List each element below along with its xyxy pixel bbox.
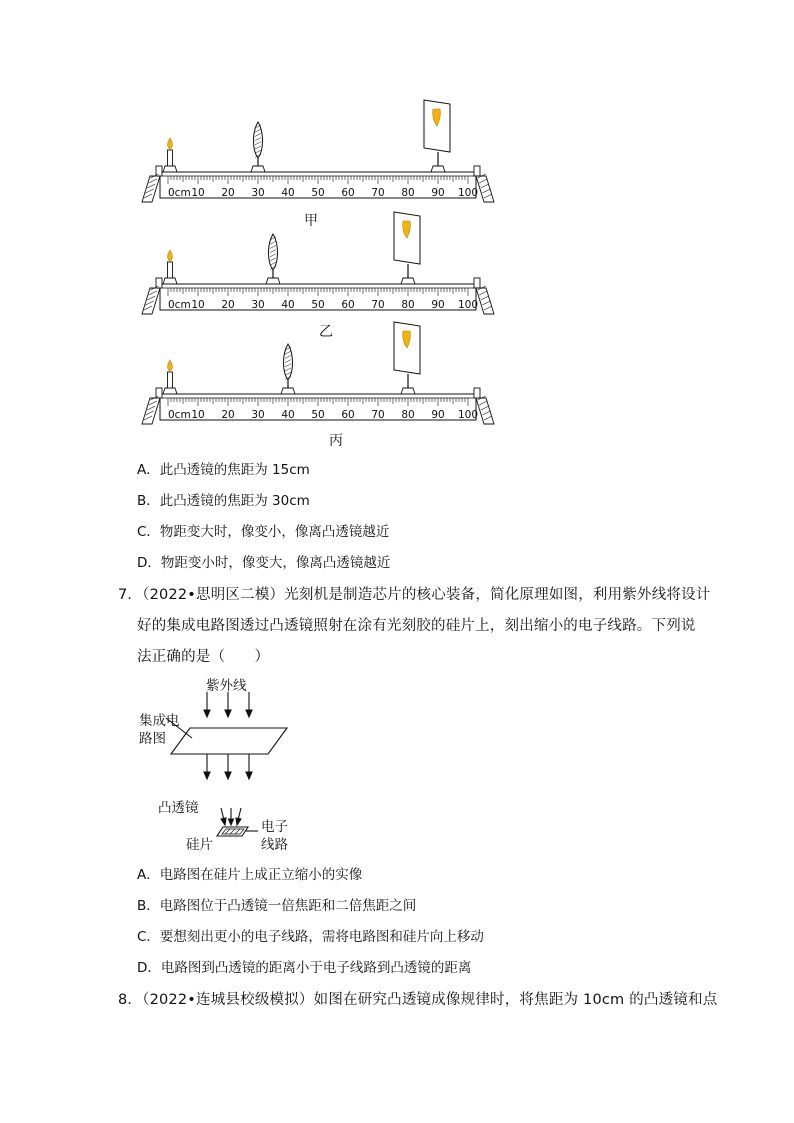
rail-leg-left bbox=[142, 398, 160, 424]
candle bbox=[168, 372, 173, 388]
q7-stem-line2: 好的集成电路图透过凸透镜照射在涂有光刻胶的硅片上，刻出缩小的电子线路。下列说 bbox=[137, 618, 696, 634]
label-lens: 凸透镜 bbox=[158, 800, 199, 816]
q6-option-b: B．此凸透镜的焦距为 30cm bbox=[137, 493, 310, 509]
bench-caption-bing: 丙 bbox=[329, 433, 343, 449]
scale-label: 50 bbox=[311, 409, 325, 421]
q8-stem-line1: 8．（2022•连城县校级模拟）如图在研究凸透镜成像规律时，将焦距为 10cm 的凸透镜和点 bbox=[118, 992, 718, 1008]
label-wafer: 硅片 bbox=[186, 837, 213, 853]
label-circuit-line2: 路图 bbox=[139, 731, 166, 747]
rail-leg-left bbox=[142, 288, 160, 314]
q6-option-c: C．物距变大时，像变小，像离凸透镜越近 bbox=[137, 524, 390, 540]
scale-label: 20 bbox=[221, 187, 235, 199]
scale-label: 10 bbox=[191, 409, 205, 421]
q6-option-a: A．此凸透镜的焦距为 15cm bbox=[137, 462, 310, 478]
scale-label: 40 bbox=[281, 409, 295, 421]
q7-stem-line1: 7．（2022•思明区二模）光刻机是制造芯片的核心装备，简化原理如图，利用紫外线将设计 bbox=[118, 587, 711, 603]
scale-label: 40 bbox=[281, 299, 295, 311]
rail-end-right bbox=[474, 278, 480, 288]
scale-label: 100 bbox=[457, 409, 479, 421]
scale-label: 0cm bbox=[168, 187, 191, 199]
bench-caption-yi: 乙 bbox=[319, 324, 333, 340]
scale-label: 70 bbox=[371, 299, 385, 311]
optical-bench-yi bbox=[140, 210, 500, 320]
optical-bench-jia bbox=[140, 98, 500, 208]
scale-label: 70 bbox=[371, 409, 385, 421]
scale-label: 90 bbox=[431, 187, 445, 199]
rail-end-right bbox=[474, 388, 480, 398]
candle-flame bbox=[168, 360, 173, 371]
label-uv: 紫外线 bbox=[206, 678, 247, 694]
rail-end-right bbox=[474, 166, 480, 176]
scale-label: 10 bbox=[191, 299, 205, 311]
q7-option-a: A．电路图在硅片上成正立缩小的实像 bbox=[137, 867, 363, 883]
scale-label: 60 bbox=[341, 299, 355, 311]
scale-label: 60 bbox=[341, 187, 355, 199]
label-circuit-line1: 集成电 bbox=[139, 713, 180, 729]
candle-flame bbox=[168, 138, 173, 149]
scale-label: 0cm bbox=[168, 409, 191, 421]
screen-holder bbox=[401, 278, 415, 284]
scale-label: 0cm bbox=[168, 299, 191, 311]
scale-label: 30 bbox=[251, 299, 265, 311]
scale-label: 70 bbox=[371, 187, 385, 199]
q7-stem-line3: 法正确的是（ ） bbox=[137, 649, 270, 665]
scale-label: 30 bbox=[251, 187, 265, 199]
scale-label: 20 bbox=[221, 409, 235, 421]
convex-lens bbox=[254, 122, 263, 158]
candle bbox=[168, 262, 173, 278]
q7-option-c: C．要想刻出更小的电子线路，需将电路图和硅片向上移动 bbox=[137, 929, 484, 945]
lens-holder bbox=[266, 278, 280, 284]
scale-label: 60 bbox=[341, 409, 355, 421]
scale-label: 30 bbox=[251, 409, 265, 421]
candle bbox=[168, 150, 173, 166]
q7-option-b: B．电路图位于凸透镜一倍焦距和二倍焦距之间 bbox=[137, 898, 417, 914]
scale-label: 80 bbox=[401, 187, 415, 199]
lens-holder bbox=[251, 166, 265, 172]
rail-leg-left bbox=[142, 176, 160, 202]
candle-holder bbox=[163, 166, 177, 172]
scale-label: 90 bbox=[431, 409, 445, 421]
screen-holder bbox=[401, 388, 415, 394]
scale-label: 50 bbox=[311, 187, 325, 199]
scale-label: 50 bbox=[311, 299, 325, 311]
candle-flame bbox=[168, 250, 173, 261]
scale-label: 80 bbox=[401, 409, 415, 421]
scale-label: 80 bbox=[401, 299, 415, 311]
scale-label: 10 bbox=[191, 187, 205, 199]
candle-holder bbox=[163, 388, 177, 394]
scale-label: 20 bbox=[221, 299, 235, 311]
scale-label: 100 bbox=[457, 299, 479, 311]
scale-label: 90 bbox=[431, 299, 445, 311]
screen-holder bbox=[431, 166, 445, 172]
label-electronic-line2: 线路 bbox=[261, 837, 288, 853]
q7-option-d: D．电路图到凸透镜的距离小于电子线路到凸透镜的距离 bbox=[137, 960, 472, 976]
convex-lens bbox=[269, 234, 278, 270]
candle-holder bbox=[163, 278, 177, 284]
convex-lens bbox=[284, 344, 293, 380]
scale-label: 100 bbox=[457, 187, 479, 199]
label-electronic-line1: 电子 bbox=[261, 819, 288, 835]
optical-bench-bing bbox=[140, 320, 500, 430]
scale-label: 40 bbox=[281, 187, 295, 199]
bench-caption-jia: 甲 bbox=[304, 213, 318, 229]
lens-holder bbox=[281, 388, 295, 394]
q6-option-d: D．物距变小时，像变大，像离凸透镜越近 bbox=[137, 555, 391, 571]
